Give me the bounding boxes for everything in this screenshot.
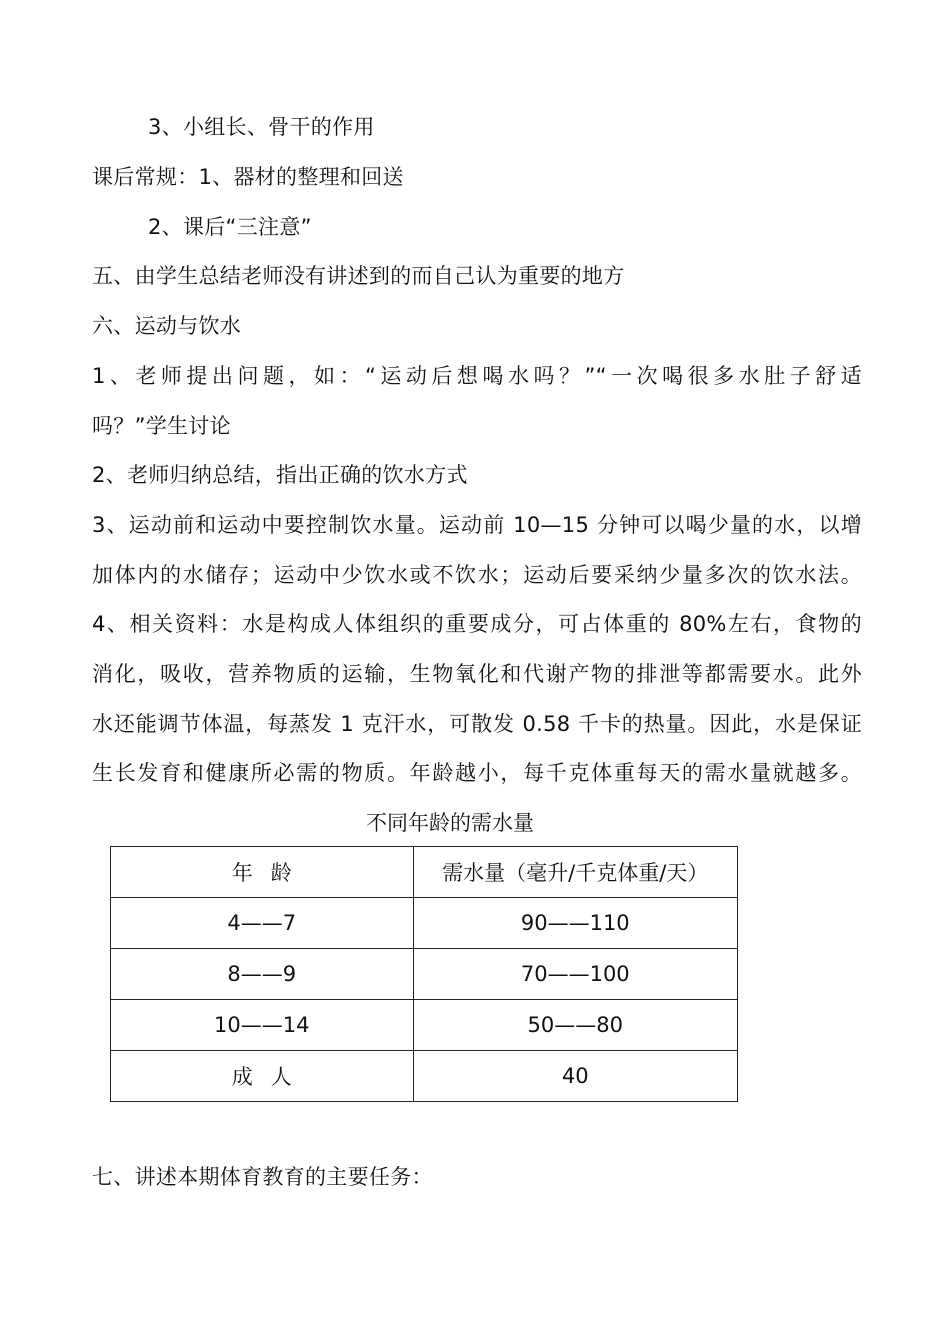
table-row	[111, 1051, 738, 1102]
paragraph-after-class-routine: 课后常规：1、器材的整理和回送	[92, 165, 404, 189]
cell-water: 50——80	[413, 1000, 737, 1051]
paragraph-question-line-1: 1、老师提出问题，如：“运动后想喝水吗？”“一次喝很多水肚子舒适	[92, 364, 862, 388]
table-row	[111, 898, 738, 949]
paragraph-small-group-leaders: 3、小组长、骨干的作用	[148, 115, 375, 139]
section-heading-seven: 七、讲述本期体育教育的主要任务：	[92, 1165, 433, 1189]
table-header-row	[111, 847, 738, 898]
table-row	[111, 1000, 738, 1051]
section-heading-five: 五、由学生总结老师没有讲述到的而自己认为重要的地方	[92, 264, 625, 288]
header-age-label: 年龄	[231, 861, 310, 885]
table-row	[111, 949, 738, 1000]
paragraph-reference-line-1: 4、相关资料：水是构成人体组织的重要成分，可占体重的 80%左右，食物的	[92, 612, 862, 636]
paragraph-control-intake-line-2: 加体内的水储存；运动中少饮水或不饮水；运动后要采纳少量多次的饮水法。	[92, 563, 862, 587]
paragraph-question-line-2: 吗？”学生讨论	[92, 414, 231, 438]
cell-water: 90——110	[413, 898, 737, 949]
cell-age	[111, 1051, 414, 1102]
paragraph-three-cautions: 2、课后“三注意”	[148, 215, 312, 239]
cell-age-label: 成人	[231, 1065, 310, 1089]
cell-water: 70——100	[413, 949, 737, 1000]
header-water-need: 需水量（毫升/千克体重/天）	[413, 847, 737, 898]
cell-age: 10——14	[111, 1000, 414, 1051]
paragraph-reference-line-2: 消化，吸收，营养物质的运输，生物氧化和代谢产物的排泄等都需要水。此外	[92, 662, 862, 686]
paragraph-teacher-summary: 2、老师归纳总结，指出正确的饮水方式	[92, 463, 468, 487]
section-heading-six: 六、运动与饮水	[92, 314, 242, 338]
paragraph-reference-line-4: 生长发育和健康所必需的物质。年龄越小，每千克体重每天的需水量就越多。	[92, 761, 862, 785]
cell-age: 8——9	[111, 949, 414, 1000]
header-age	[111, 847, 414, 898]
cell-water: 40	[413, 1051, 737, 1102]
paragraph-reference-line-3: 水还能调节体温，每蒸发 1 克汗水，可散发 0.58 千卡的热量。因此，水是保证	[92, 712, 862, 736]
table-caption: 不同年龄的需水量	[366, 811, 534, 835]
water-requirement-table	[110, 846, 738, 1102]
cell-age: 4——7	[111, 898, 414, 949]
paragraph-control-intake-line-1: 3、运动前和运动中要控制饮水量。运动前 10—15 分钟可以喝少量的水，以增	[92, 513, 862, 537]
